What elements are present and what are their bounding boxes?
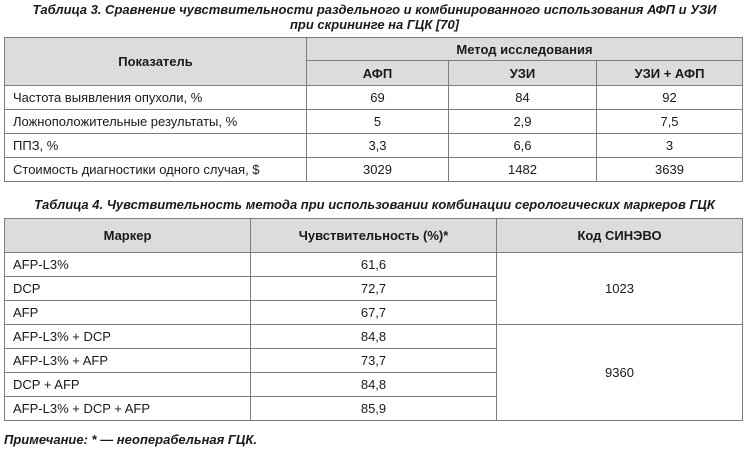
table4-title: Таблица 4. Чувствительность метода при использовании комбинации серологических маркеров ГЦК (34, 197, 715, 212)
marker-cell: AFP-L3% + DCP (5, 325, 251, 349)
footnote: Примечание: * — неоперабельная ГЦК. (4, 432, 257, 447)
cell-value: 69 (307, 86, 449, 110)
code-cell: 9360 (497, 325, 743, 421)
marker-cell: AFP (5, 301, 251, 325)
cell-value: 3,3 (307, 134, 449, 158)
table3-header-method: Метод исследования (307, 38, 743, 61)
sensitivity-cell: 73,7 (251, 349, 497, 373)
cell-value: 7,5 (597, 110, 743, 134)
sensitivity-cell: 72,7 (251, 277, 497, 301)
row-label: Ложноположительные результаты, % (5, 110, 307, 134)
table-row (5, 158, 743, 182)
cell-value: 6,6 (449, 134, 597, 158)
row-label: Стоимость диагностики одного случая, $ (5, 158, 307, 182)
cell-value: 1482 (449, 158, 597, 182)
table4-header-code: Код СИНЭВО (497, 219, 743, 253)
table4-header-sensitivity: Чувствительность (%)* (251, 219, 497, 253)
row-label: Частота выявления опухоли, % (5, 86, 307, 110)
table3-header-indicator: Показатель (5, 38, 307, 86)
table3-title-line1: Таблица 3. Сравнение чувствительности раздельного и комбинированного использования АФП и УЗИ (32, 2, 717, 17)
marker-cell: DCP (5, 277, 251, 301)
cell-value: 92 (597, 86, 743, 110)
code-cell: 1023 (497, 253, 743, 325)
marker-cell: AFP-L3% (5, 253, 251, 277)
cell-value: 3639 (597, 158, 743, 182)
sensitivity-cell: 67,7 (251, 301, 497, 325)
table-row (5, 325, 743, 349)
sensitivity-cell: 84,8 (251, 325, 497, 349)
table3-subheader-us-afp: УЗИ + АФП (597, 61, 743, 86)
row-label: ППЗ, % (5, 134, 307, 158)
sensitivity-cell: 84,8 (251, 373, 497, 397)
table3 (4, 37, 743, 182)
table4 (4, 218, 743, 421)
cell-value: 5 (307, 110, 449, 134)
table-row (5, 110, 743, 134)
marker-cell: AFP-L3% + DCP + AFP (5, 397, 251, 421)
sensitivity-cell: 85,9 (251, 397, 497, 421)
table-row (5, 86, 743, 110)
table3-subheader-us: УЗИ (449, 61, 597, 86)
table4-header-marker: Маркер (5, 219, 251, 253)
table3-title-line2: при скрининге на ГЦК [70] (289, 17, 460, 32)
table-row (5, 253, 743, 277)
cell-value: 2,9 (449, 110, 597, 134)
sensitivity-cell: 61,6 (251, 253, 497, 277)
cell-value: 3029 (307, 158, 449, 182)
table-row (5, 134, 743, 158)
cell-value: 3 (597, 134, 743, 158)
marker-cell: DCP + AFP (5, 373, 251, 397)
table3-subheader-afp: АФП (307, 61, 449, 86)
marker-cell: AFP-L3% + AFP (5, 349, 251, 373)
cell-value: 84 (449, 86, 597, 110)
